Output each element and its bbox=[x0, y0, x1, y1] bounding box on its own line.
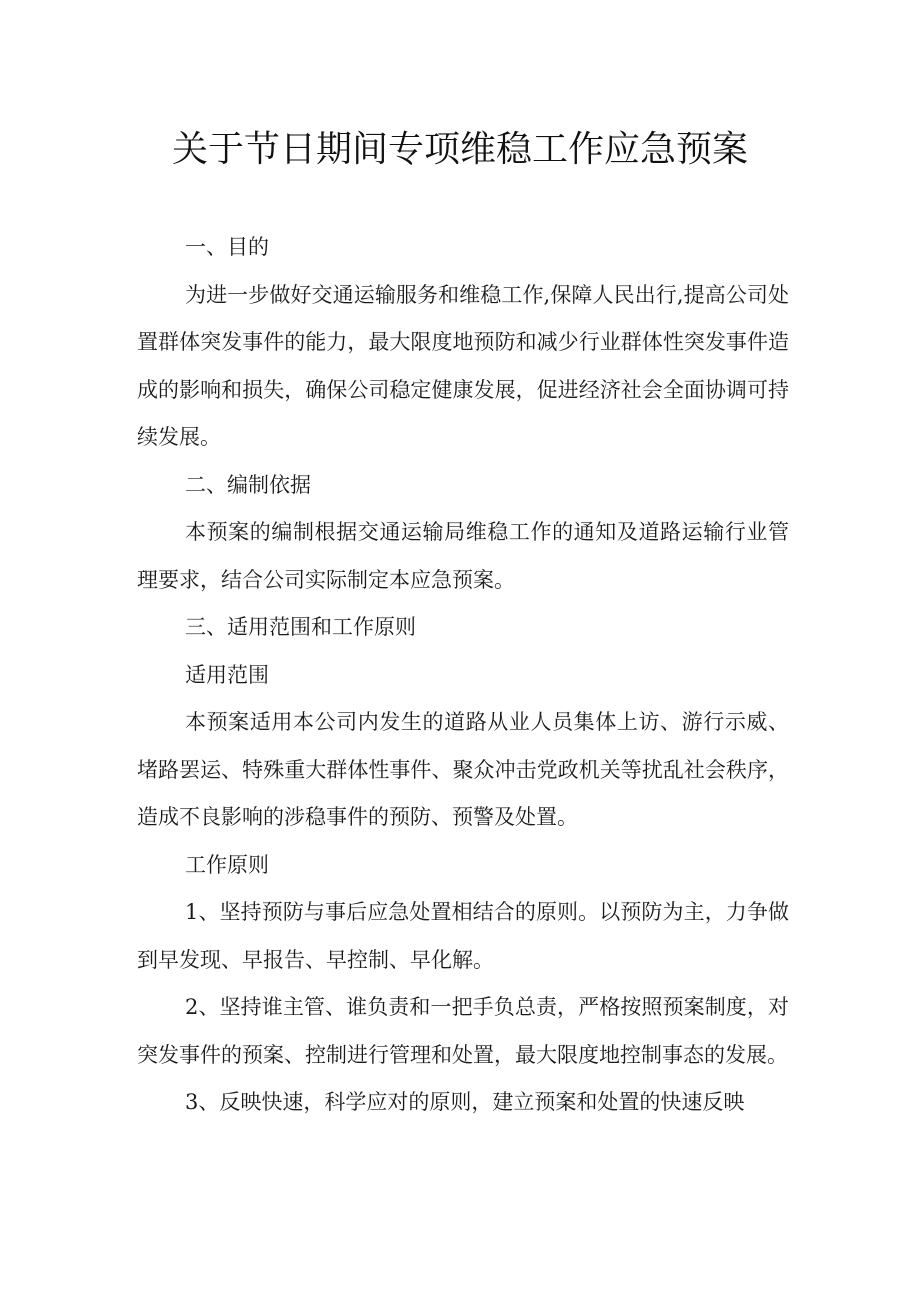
section-heading-purpose: 一、目的 bbox=[185, 235, 269, 259]
section-heading-scope-principles: 三、适用范围和工作原则 bbox=[185, 615, 416, 639]
subheading-principles: 工作原则 bbox=[185, 852, 269, 877]
section-heading-basis: 二、编制依据 bbox=[185, 472, 311, 497]
principle-item: 1、坚持预防与事后应急处置相结合的原则。以预防为主，力争做到早发现、早报告、早控制、早化解。 bbox=[137, 900, 789, 972]
paragraph-basis: 本预案的编制根据交通运输局维稳工作的通知及道路运输行业管理要求，结合公司实际制定本应急预案。 bbox=[137, 520, 789, 592]
paragraph-purpose: 为进一步做好交通运输服务和维稳工作,保障人民出行,提高公司处置群体突发事件的能力，最大限度地预防和减少行业群体性突发事件造成的影响和损失，确保公司稳定健康发展，促进经济社会全面协调可持续发展。 bbox=[137, 282, 789, 449]
document-body bbox=[137, 224, 789, 1127]
principle-item: 2、坚持谁主管、谁负责和一把手负总责，严格按照预案制度，对突发事件的预案、控制进行管理和处置，最大限度地控制事态的发展。 bbox=[137, 995, 789, 1067]
paragraph-scope: 本预案适用本公司内发生的道路从业人员集体上访、游行示威、堵路罢运、特殊重大群体性事件、聚众冲击党政机关等扰乱社会秩序，造成不良影响的涉稳事件的预防、预警及处置。 bbox=[137, 710, 789, 829]
principle-item: 3、反映快速，科学应对的原则，建立预案和处置的快速反映 bbox=[185, 1090, 745, 1114]
subheading-scope: 适用范围 bbox=[185, 662, 269, 687]
document-title: 关于节日期间专项维稳工作应急预案 bbox=[171, 129, 748, 170]
